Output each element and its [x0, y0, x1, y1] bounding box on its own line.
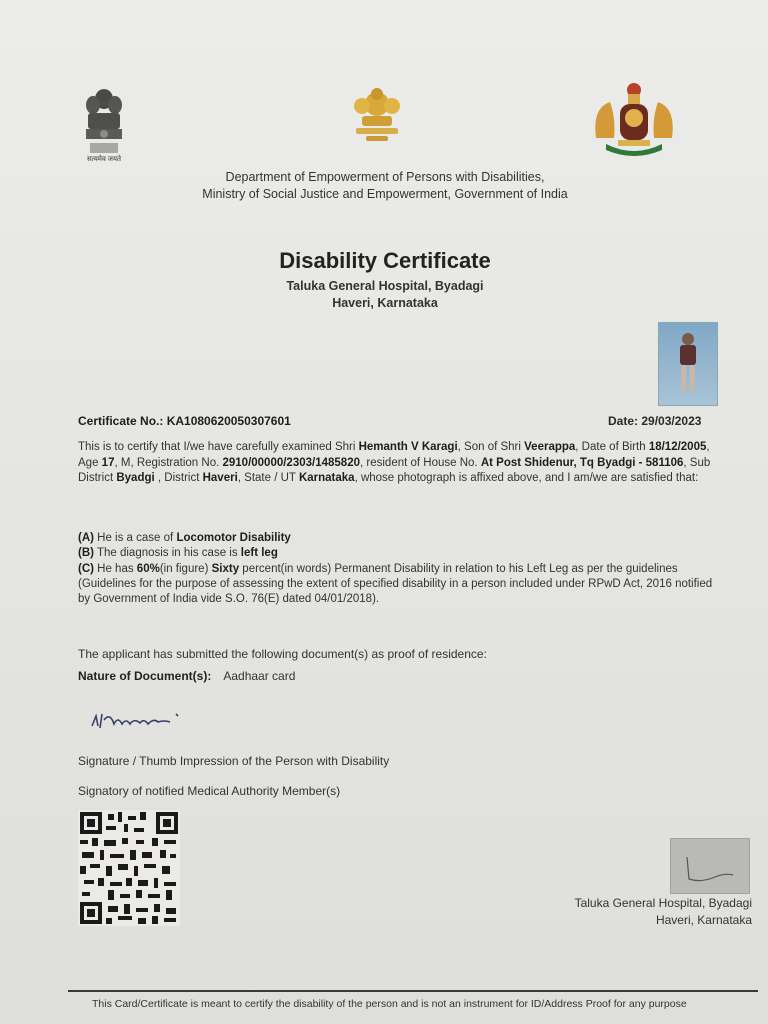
point-text: He has	[93, 562, 137, 575]
body-text: , State / UT	[237, 472, 299, 484]
nature-value: Aadhaar card	[223, 669, 296, 683]
date-of-birth: 18/12/2005	[648, 441, 707, 453]
karnataka-emblem-icon	[588, 78, 680, 164]
applicant-name: Hemanth V Karagi	[358, 441, 458, 453]
point-label: (B)	[78, 547, 94, 560]
certification-paragraph	[78, 440, 726, 487]
point-a	[78, 531, 726, 546]
point-text: (in figure)	[159, 562, 212, 575]
disability-type: Locomotor Disability	[176, 532, 291, 544]
authority-location: Haveri, Karnataka	[655, 913, 752, 927]
body-text: , Sub District	[78, 456, 711, 484]
district: Haveri	[202, 472, 238, 484]
national-emblem-icon	[80, 85, 128, 165]
point-label: (C)	[78, 562, 94, 575]
body-text: , Age	[78, 441, 710, 469]
hospital-name: Taluka General Hospital, Byadagi	[286, 279, 484, 293]
pwd-signature-label: Signature / Thumb Impression of the Person with Disability	[78, 754, 390, 768]
nature-label: Nature of Document(s):	[78, 669, 212, 683]
footer-disclaimer: This Card/Certificate is meant to certify the disability of the person and is not an instrument for ID/Address Proof for any purpose	[92, 998, 687, 1010]
certificate-title: Disability Certificate	[279, 248, 491, 273]
body-text: , Date of Birth	[575, 441, 649, 453]
date-value: 29/03/2023	[641, 414, 702, 428]
point-label: (A)	[78, 532, 94, 544]
point-text: He is a case of	[93, 532, 177, 544]
body-text: , resident of House No.	[360, 456, 481, 469]
address: At Post Shidenur, Tq Byadgi - 581106	[480, 456, 684, 469]
qr-code-icon	[78, 810, 180, 926]
authority-signature-stamp	[670, 838, 750, 894]
father-name: Veerappa	[524, 441, 576, 453]
body-text: This is to certify that I/we have carefully examined Shri	[78, 441, 359, 453]
certificate-number-label: Certificate No.:	[78, 414, 164, 428]
disability-percent-words: Sixty	[211, 562, 240, 575]
point-text: percent(in words) Permanent Disability in relation to his Left Leg as per the guidelines (Guidelines for the purpose of assessing the extent of specified disability in a person included under RPwD Act, 2016 notified by Government of India vide S.O. 76(E) dated 04/01/2018).	[78, 562, 713, 606]
signature-icon	[671, 839, 749, 893]
point-c	[78, 562, 726, 608]
age: 17	[101, 456, 115, 469]
gold-crest-icon	[342, 84, 412, 144]
diagnosis: left leg	[240, 547, 278, 560]
certificate-date	[608, 414, 701, 428]
registration-number: 2910/00000/2303/1485820	[222, 456, 360, 469]
body-text: , District	[154, 472, 203, 484]
applicant-signature	[88, 706, 198, 736]
residence-proof-statement: The applicant has submitted the following document(s) as proof of residence:	[78, 647, 487, 661]
footer-divider	[68, 990, 758, 992]
sub-district: Byadgi	[116, 472, 155, 484]
hospital-location: Haveri, Karnataka	[332, 296, 438, 310]
body-text: , M, Registration No.	[114, 456, 223, 469]
point-text: The diagnosis in his case is	[93, 547, 241, 560]
authority-name: Taluka General Hospital, Byadagi	[574, 896, 752, 910]
applicant-photo	[658, 322, 718, 406]
disability-details	[78, 531, 726, 607]
certificate-number	[78, 414, 291, 428]
medical-authority-label: Signatory of notified Medical Authority Member(s)	[78, 784, 341, 798]
state: Karnataka	[298, 472, 355, 484]
nature-of-document	[78, 669, 295, 683]
date-label: Date:	[608, 414, 639, 428]
disability-percent: 60%	[136, 562, 160, 575]
point-b	[78, 546, 726, 561]
body-text: , whose photograph is affixed above, and I am/we are satisfied that:	[354, 472, 699, 484]
department-line-1: Department of Empowerment of Persons with Disabilities,	[225, 170, 545, 184]
certificate-number-value: KA1080620050307601	[166, 414, 291, 428]
person-photo-icon	[659, 323, 717, 405]
svg-text:सत्यमेव जयते: सत्यमेव जयते	[86, 156, 122, 163]
body-text: , Son of Shri	[457, 441, 525, 453]
department-line-2: Ministry of Social Justice and Empowerment, Government of India	[202, 187, 568, 201]
